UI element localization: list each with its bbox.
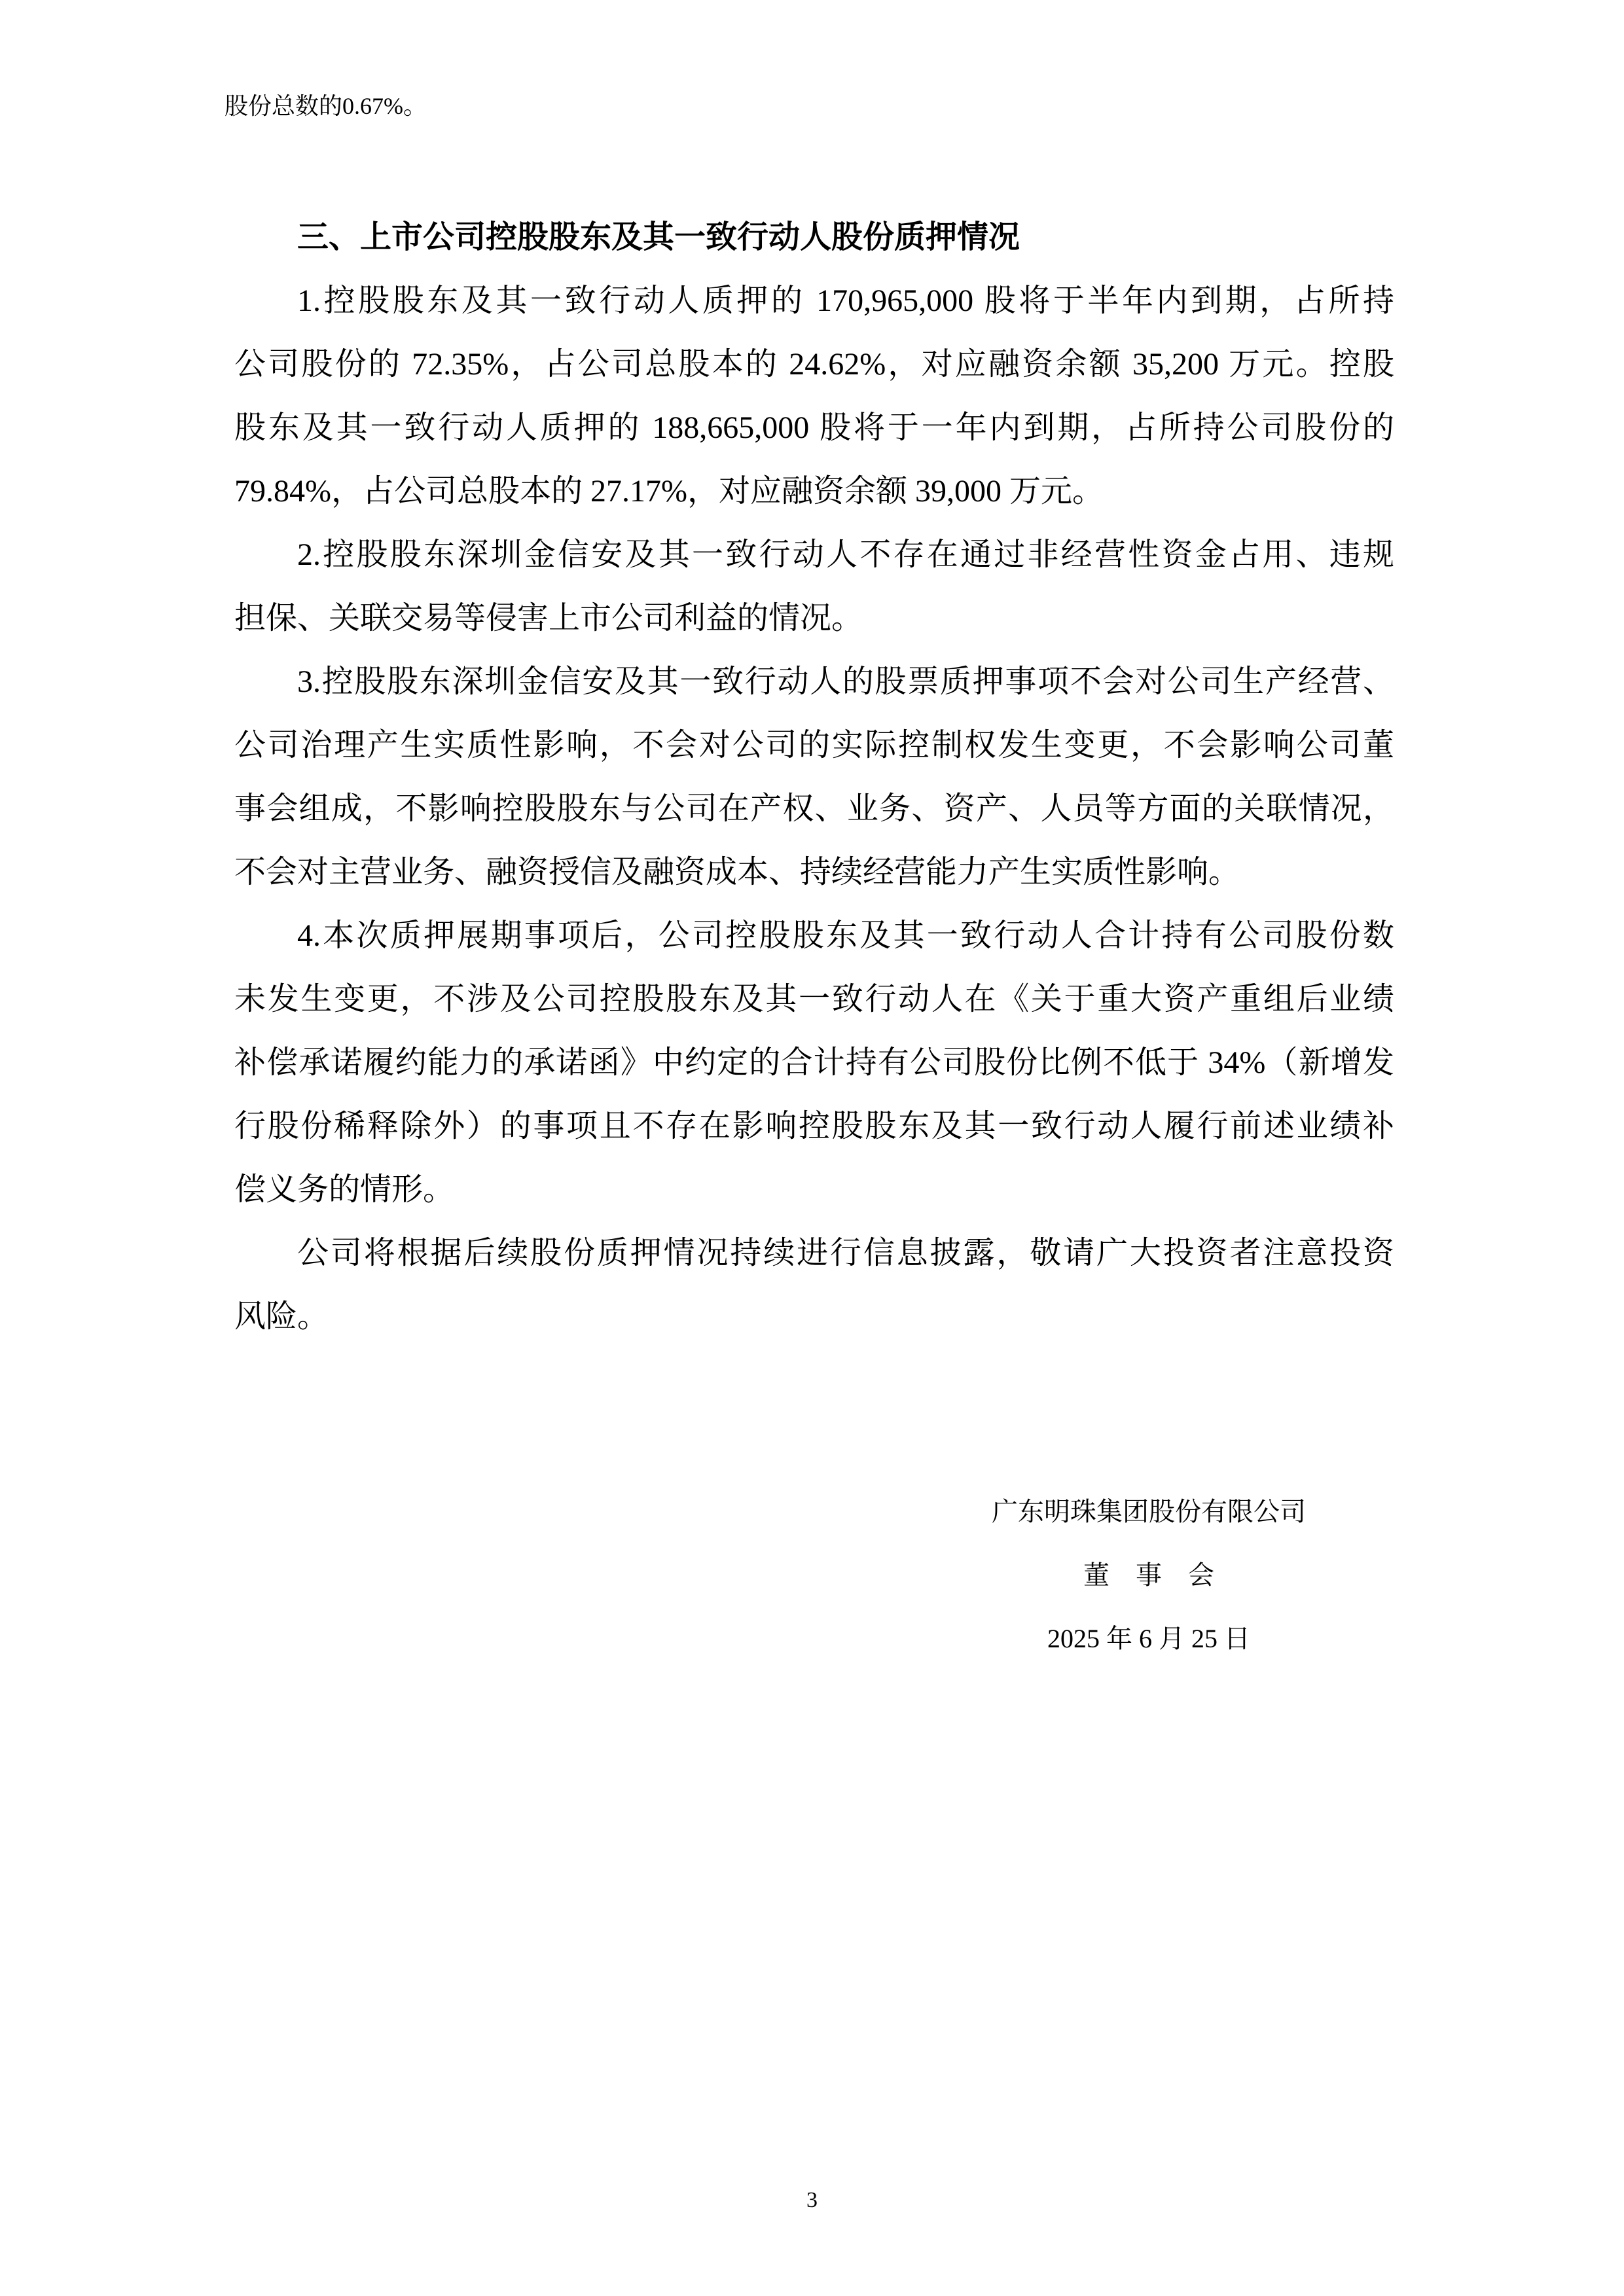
paragraph-line: 行股份稀释除外）的事项且不存在影响控股股东及其一致行动人履行前述业绩补 [234,1109,1394,1143]
signature-date-line: 2025 年 6 月 25 日 [1047,1624,1250,1653]
signature-block [920,1480,1378,1670]
paragraph-line: 补偿承诺履约能力的承诺函》中约定的合计持有公司股份比例不低于 34%（新增发 [234,1045,1394,1080]
paragraph-line: 1.控股股东及其一致行动人质押的 170,965,000 股将于半年内到期，占所持 [297,283,1394,318]
section-heading: 三、上市公司控股股东及其一致行动人股份质押情况 [297,220,1020,255]
document-body [234,206,1394,1348]
paragraph-line: 未发生变更，不涉及公司控股股东及其一致行动人在《关于重大资产重组后业绩 [234,982,1394,1016]
paragraph-line: 79.84%，占公司总股本的 27.17%，对应融资余额 39,000 万元。 [234,474,1104,509]
signature-board-line: 董 事 会 [1083,1560,1214,1590]
signature-company-name: 广东明珠集团股份有限公司 [992,1497,1306,1526]
paragraph-line: 公司将根据后续股份质押情况持续进行信息披露，敬请广大投资者注意投资 [297,1236,1394,1270]
paragraph-line: 事会组成，不影响控股股东与公司在产权、业务、资产、人员等方面的关联情况， [234,791,1394,826]
paragraph-line: 股东及其一致行动人质押的 188,665,000 股将于一年内到期，占所持公司股份的 [234,410,1394,445]
paragraph-line: 4.本次质押展期事项后，公司控股股东及其一致行动人合计持有公司股份数 [297,918,1394,953]
page-number: 3 [806,2188,818,2212]
paragraph-line: 公司治理产生实质性影响，不会对公司的实际控制权发生变更，不会影响公司董 [234,728,1394,762]
paragraph-line: 公司股份的 72.35%，占公司总股本的 24.62%，对应融资余额 35,200 万元。控股 [234,347,1394,382]
paragraph-line: 2.控股股东深圳金信安及其一致行动人不存在通过非经营性资金占用、违规 [297,537,1394,572]
continuation-text-line: 股份总数的0.67%。 [225,93,427,119]
paragraph-line: 偿义务的情形。 [234,1172,455,1207]
paragraph-line: 风险。 [234,1299,329,1334]
paragraph-line: 3.控股股东深圳金信安及其一致行动人的股票质押事项不会对公司生产经营、 [297,664,1394,699]
paragraph-line: 担保、关联交易等侵害上市公司利益的情况。 [234,601,863,636]
paragraph-line: 不会对主营业务、融资授信及融资成本、持续经营能力产生实质性影响。 [234,855,1240,889]
body-paragraphs [234,269,1394,1348]
